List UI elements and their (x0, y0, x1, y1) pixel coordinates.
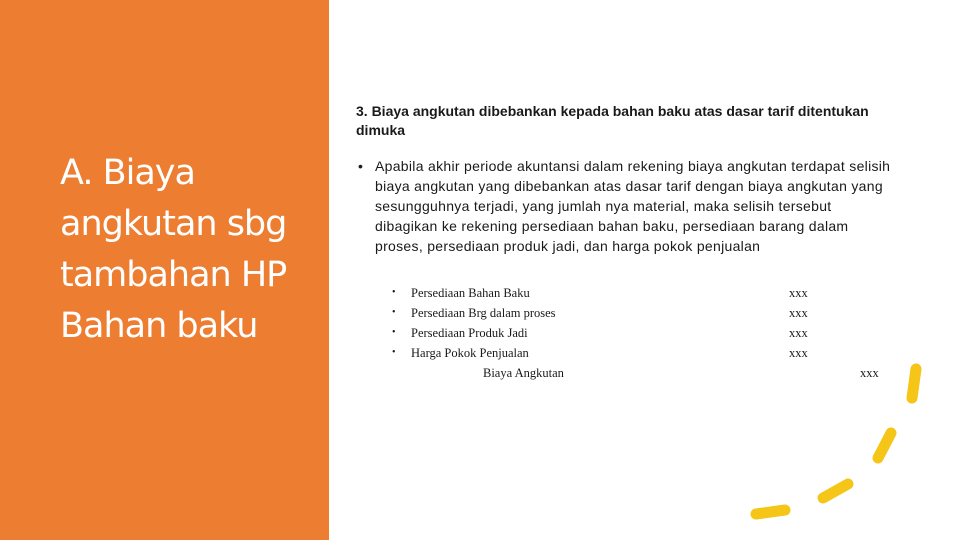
arc-dash (823, 484, 848, 498)
debit-account-label: Persediaan Bahan Baku (411, 286, 530, 300)
bullet-dot: • (392, 347, 396, 358)
bullet-dot: • (392, 287, 396, 298)
debit-account-label: Persediaan Produk Jadi (411, 326, 528, 340)
debit-account-label: Persediaan Brg dalam proses (411, 306, 556, 320)
bullet-dot: • (392, 307, 396, 318)
arc-dash (756, 510, 785, 514)
bullet-dot: • (358, 158, 364, 174)
debit-amount: xxx (789, 286, 808, 300)
bullet-text: Apabila akhir periode akuntansi dalam rekening biaya angkutan terdapat selisih biaya angkutan yang dibebankan atas dasar tarif dengan biaya angkutan yang sesungguhnya terjadi, yang jumlah nya material, maka selisih tersebut dibagikan ke rekening persediaan bahan baku, persediaan barang dalam proses, persediaan produk jadi, dan harga pokok penjualan (375, 158, 891, 254)
debit-amount: xxx (789, 306, 808, 320)
debit-amount: xxx (789, 346, 808, 360)
credit-account-label: Biaya Angkutan (483, 366, 564, 380)
debit-account-label: Harga Pokok Penjualan (411, 346, 529, 360)
bullet-dot: • (392, 327, 396, 338)
subheading: 3. Biaya angkutan dibebankan kepada bahan baku atas dasar tarif ditentukan dimuka (356, 103, 869, 138)
arc-dash (912, 369, 916, 398)
credit-amount: xxx (860, 366, 879, 380)
slide-title: A. Biaya angkutan sbg tambahan HP Bahan baku (60, 153, 287, 346)
arc-dash (878, 433, 891, 458)
debit-amount: xxx (789, 326, 808, 340)
